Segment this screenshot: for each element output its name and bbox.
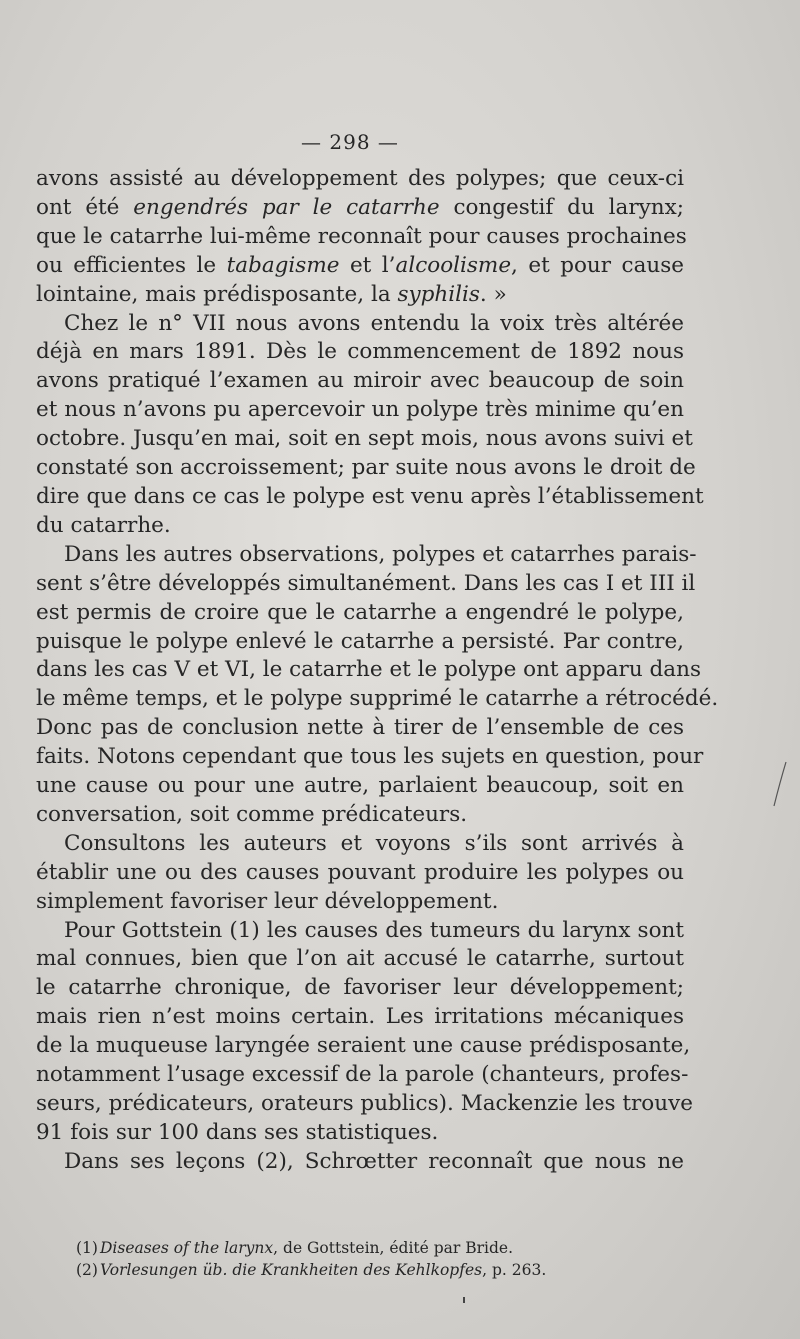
footnote-details: , p. 263. bbox=[482, 1261, 547, 1279]
text-line: avons pratiqué l’examen au miroir avec beaucoup de soin bbox=[36, 368, 684, 394]
text-line: simplement favoriser leur développement. bbox=[36, 888, 499, 914]
text-line: puisque le polype enlevé le catarrhe a persisté. Par contre, bbox=[36, 628, 684, 654]
paragraph bbox=[36, 541, 719, 830]
text-line: avons assisté au développement des polypes; que ceux-ci bbox=[36, 166, 684, 191]
italic-phrase: alcoolisme bbox=[395, 252, 512, 278]
text-line: dans les cas V et VI, le catarrhe et le polype ont apparu dans bbox=[36, 657, 701, 683]
italic-phrase: engendrés par le catarrhe bbox=[133, 194, 440, 220]
text-line: conversation, soit comme prédicateurs. bbox=[36, 801, 468, 827]
text-line: de la muqueuse laryngée seraient une cause prédisposante, bbox=[36, 1033, 691, 1059]
paragraph bbox=[36, 1148, 684, 1177]
text-line: dire que dans ce cas le polype est venu après l’établissement bbox=[36, 483, 704, 509]
body-text bbox=[36, 165, 719, 1177]
text-line: une cause ou pour une autre, parlaient beaucoup, soit en bbox=[36, 773, 684, 799]
text-line: mal connues, bien que l’on ait accusé le catarrhe, surtout bbox=[36, 946, 684, 972]
text-line: et nous n’avons pu apercevoir un polype très minime qu’en bbox=[36, 397, 684, 423]
text-line: mais rien n’est moins certain. Les irritations mécaniques bbox=[36, 1004, 684, 1030]
text-line: Pour Gottstein (1) les causes des tumeurs du larynx sont bbox=[64, 917, 684, 943]
text-line: du catarrhe. bbox=[36, 512, 171, 538]
text-line: établir une ou des causes pouvant produire les polypes ou bbox=[36, 859, 684, 885]
text-line: Donc pas de conclusion nette à tirer de l’ensemble de ces bbox=[36, 715, 684, 741]
text-line: le même temps, et le polype supprimé le catarrhe a rétrocédé. bbox=[36, 686, 719, 712]
text-line: déjà en mars 1891. Dès le commencement de 1892 nous bbox=[36, 339, 684, 365]
footnote-mark: (1) bbox=[76, 1239, 98, 1257]
footnote bbox=[76, 1237, 636, 1259]
text-line: ou efficientes le tabagisme et l’alcoolisme, et pour cause bbox=[36, 252, 685, 278]
text-line: Consultons les auteurs et voyons s’ils sont arrivés à bbox=[64, 830, 684, 856]
text-line: lointaine, mais prédisposante, la syphilis. » bbox=[36, 281, 507, 307]
margin-pencil-mark bbox=[770, 760, 790, 810]
footnote bbox=[76, 1259, 636, 1281]
italic-phrase: syphilis bbox=[397, 281, 480, 307]
text-line: ont été engendrés par le catarrhe congestif du larynx; bbox=[36, 194, 684, 220]
text-line: Chez le n° VII nous avons entendu la voix très altérée bbox=[64, 310, 684, 336]
footnote-details: , de Gottstein, édité par Bride. bbox=[273, 1239, 514, 1257]
text-line: seurs, prédicateurs, orateurs publics). Mackenzie les trouve bbox=[36, 1091, 693, 1116]
italic-phrase: tabagisme bbox=[226, 252, 340, 278]
text-line: notamment l’usage excessif de la parole (chanteurs, profes- bbox=[36, 1062, 689, 1088]
paragraph bbox=[36, 310, 704, 541]
footnote-title: Diseases of the larynx bbox=[100, 1239, 274, 1257]
text-line: que le catarrhe lui-même reconnaît pour causes prochaines bbox=[36, 223, 687, 249]
text-line: constaté son accroissement; par suite nous avons le droit de bbox=[36, 455, 696, 481]
text-line: Dans ses leçons (2), Schrœtter reconnaît que nous ne bbox=[64, 1148, 684, 1174]
page-number: — 298 — bbox=[301, 130, 399, 154]
text-line: sent s’être développés simultanément. Dans les cas I et III il bbox=[36, 570, 696, 596]
text-line: Dans les autres observations, polypes et catarrhes parais- bbox=[64, 541, 697, 567]
text-line: octobre. Jusqu’en mai, soit en sept mois, nous avons suivi et bbox=[36, 426, 693, 452]
paragraph bbox=[36, 165, 687, 310]
text-line: est permis de croire que le catarrhe a engendré le polype, bbox=[36, 599, 684, 625]
text-line: 91 fois sur 100 dans ses statistiques. bbox=[36, 1119, 439, 1145]
footnotes bbox=[76, 1237, 636, 1281]
paragraph bbox=[36, 917, 693, 1148]
ink-speck bbox=[463, 1297, 465, 1303]
text-line: le catarrhe chronique, de favoriser leur développement; bbox=[36, 975, 684, 1001]
text-line: faits. Notons cependant que tous les sujets en question, pour bbox=[36, 744, 704, 770]
footnote-title: Vorlesungen üb. die Krankheiten des Kehlkopfes bbox=[100, 1261, 483, 1279]
paragraph bbox=[36, 830, 684, 917]
footnote-mark: (2) bbox=[76, 1261, 98, 1279]
